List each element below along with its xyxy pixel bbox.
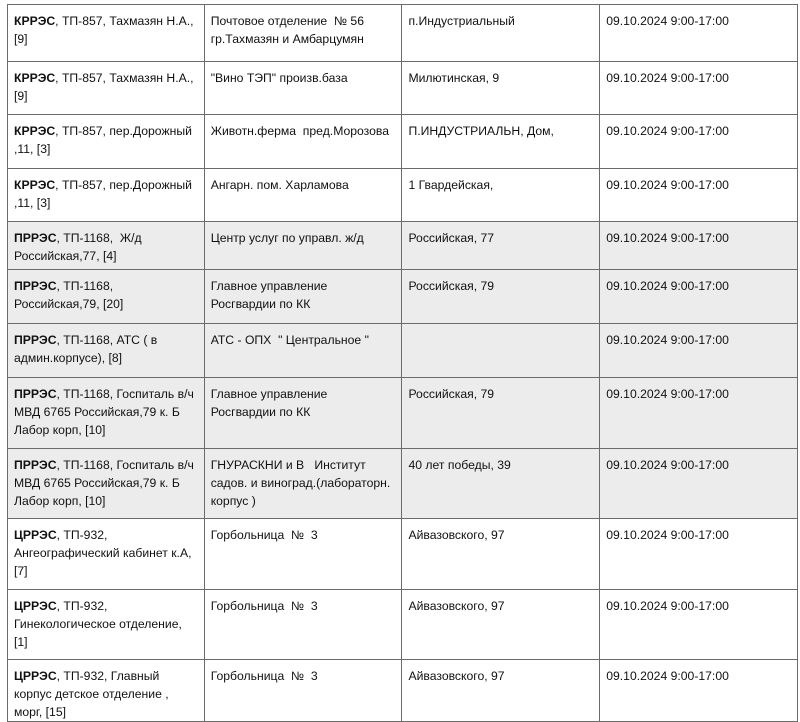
address-text: Российская, 77 (408, 231, 495, 245)
time-cell (600, 660, 798, 722)
outage-time: 09.10.2024 9:00-17:00 (606, 333, 729, 347)
outage-time: 09.10.2024 9:00-17:00 (606, 231, 729, 245)
network-cell (8, 324, 205, 378)
time-cell (600, 222, 798, 270)
network-cell (8, 519, 205, 590)
table-row (8, 519, 798, 590)
outage-time: 09.10.2024 9:00-17:00 (606, 178, 729, 192)
consumer-name: Горбольница № 3 (210, 669, 318, 683)
district-name: ПРРЭС (14, 279, 57, 293)
address-text: Милютинская, 9 (408, 71, 500, 85)
network-cell (8, 378, 205, 449)
district-name: КРРЭС (14, 71, 56, 85)
network-cell (8, 169, 205, 222)
address-text: Айвазовского, 97 (408, 669, 505, 683)
time-cell (600, 519, 798, 590)
address-text: Айвазовского, 97 (408, 599, 505, 613)
network-description: , ТП-857, Тахмазян Н.А., [9] (14, 14, 197, 46)
address-text: п.Индустриальный (408, 14, 515, 28)
table-row (8, 324, 798, 378)
network-cell (8, 222, 205, 270)
outage-time: 09.10.2024 9:00-17:00 (606, 387, 729, 401)
district-name: КРРЭС (14, 178, 56, 192)
district-name: ПРРЭС (14, 458, 57, 472)
address-cell (402, 378, 600, 449)
outage-time: 09.10.2024 9:00-17:00 (606, 71, 729, 85)
consumer-name: АТС - ОПХ " Центральное " (210, 333, 369, 347)
table-row (8, 270, 798, 324)
network-cell (8, 660, 205, 722)
district-name: ЦРРЭС (14, 669, 57, 683)
time-cell (600, 270, 798, 324)
consumer-cell (204, 222, 402, 270)
address-cell (402, 590, 600, 660)
time-cell (600, 378, 798, 449)
district-name: ПРРЭС (14, 333, 57, 347)
consumer-cell (204, 660, 402, 722)
district-name: КРРЭС (14, 124, 56, 138)
time-cell (600, 324, 798, 378)
network-cell (8, 270, 205, 324)
network-description: , ТП-932, Главный корпус детское отделение , морг, [15] (14, 669, 173, 719)
address-cell (402, 115, 600, 169)
table-row (8, 378, 798, 449)
address-text: Российская, 79 (408, 279, 495, 293)
network-cell (8, 115, 205, 169)
address-cell (402, 270, 600, 324)
consumer-cell (204, 590, 402, 660)
address-cell (402, 5, 600, 62)
district-name: ПРРЭС (14, 387, 57, 401)
consumer-name: Главное управление Росгвардии по КК (210, 387, 331, 419)
consumer-name: Горбольница № 3 (210, 528, 318, 542)
table-row (8, 449, 798, 519)
address-cell (402, 62, 600, 115)
district-name: ПРРЭС (14, 231, 57, 245)
consumer-cell (204, 5, 402, 62)
network-description: , ТП-1168, Ж/д Российская,77, [4] (14, 231, 146, 263)
consumer-cell (204, 378, 402, 449)
network-description: , ТП-857, Тахмазян Н.А., [9] (14, 71, 197, 103)
outage-time: 09.10.2024 9:00-17:00 (606, 599, 729, 613)
time-cell (600, 115, 798, 169)
consumer-cell (204, 519, 402, 590)
time-cell (600, 62, 798, 115)
table-row (8, 169, 798, 222)
time-cell (600, 590, 798, 660)
consumer-name: Главное управление Росгвардии по КК (210, 279, 331, 311)
table-row (8, 660, 798, 722)
network-description: , ТП-1168, Российская,79, [20] (14, 279, 124, 311)
outage-time: 09.10.2024 9:00-17:00 (606, 14, 729, 28)
address-cell (402, 222, 600, 270)
outage-time: 09.10.2024 9:00-17:00 (606, 669, 729, 683)
outage-time: 09.10.2024 9:00-17:00 (606, 124, 729, 138)
network-cell (8, 62, 205, 115)
table-row (8, 5, 798, 62)
consumer-cell (204, 270, 402, 324)
network-description: , ТП-932, Гинекологическое отделение, [1] (14, 599, 186, 649)
network-description: , ТП-1168, АТС ( в админ.корпусе), [8] (14, 333, 161, 365)
network-cell (8, 590, 205, 660)
time-cell (600, 449, 798, 519)
address-text: Айвазовского, 97 (408, 528, 505, 542)
consumer-name: Ангарн. пом. Харламова (210, 178, 349, 192)
table-body (8, 5, 798, 722)
address-text: 40 лет победы, 39 (408, 458, 511, 472)
consumer-cell (204, 324, 402, 378)
table-row (8, 222, 798, 270)
consumer-name: ГНУРАСКНИ и В Институт садов. и виноград.(лабораторн. корпус ) (210, 458, 394, 508)
address-text: 1 Гвардейская, (408, 178, 494, 192)
consumer-name: Центр услуг по управл. ж/д (210, 231, 364, 245)
consumer-name: "Вино ТЭП" произв.база (210, 71, 348, 85)
network-description: , ТП-1168, Госпиталь в/ч МВД 6765 Российская,79 к. Б Лабор корп, [10] (14, 387, 198, 437)
consumer-name: Животн.ферма пред.Морозова (210, 124, 390, 138)
consumer-name: Почтовое отделение № 56 гр.Тахмазян и Амбарцумян (210, 14, 368, 46)
address-cell (402, 519, 600, 590)
outage-schedule-table (7, 4, 798, 722)
consumer-cell (204, 115, 402, 169)
outage-time: 09.10.2024 9:00-17:00 (606, 279, 729, 293)
time-cell (600, 169, 798, 222)
table-row (8, 590, 798, 660)
table-row (8, 62, 798, 115)
network-cell (8, 449, 205, 519)
consumer-cell (204, 449, 402, 519)
address-text: П.ИНДУСТРИАЛЬН, Дом, (408, 124, 554, 138)
address-cell (402, 449, 600, 519)
outage-time: 09.10.2024 9:00-17:00 (606, 528, 729, 542)
network-description: , ТП-1168, Госпиталь в/ч МВД 6765 Российская,79 к. Б Лабор корп, [10] (14, 458, 198, 508)
consumer-name: Горбольница № 3 (210, 599, 318, 613)
district-name: ЦРРЭС (14, 528, 57, 542)
consumer-cell (204, 62, 402, 115)
table-row (8, 115, 798, 169)
network-description: , ТП-857, пер.Дорожный ,11, [3] (14, 124, 196, 156)
outage-time: 09.10.2024 9:00-17:00 (606, 458, 729, 472)
consumer-cell (204, 169, 402, 222)
address-text: Российская, 79 (408, 387, 495, 401)
network-description: , ТП-932, Ангеографический кабинет к.А, [7] (14, 528, 195, 578)
district-name: ЦРРЭС (14, 599, 57, 613)
network-description: , ТП-857, пер.Дорожный ,11, [3] (14, 178, 196, 210)
district-name: КРРЭС (14, 14, 56, 28)
network-cell (8, 5, 205, 62)
address-cell (402, 660, 600, 722)
time-cell (600, 5, 798, 62)
address-cell (402, 324, 600, 378)
address-cell (402, 169, 600, 222)
